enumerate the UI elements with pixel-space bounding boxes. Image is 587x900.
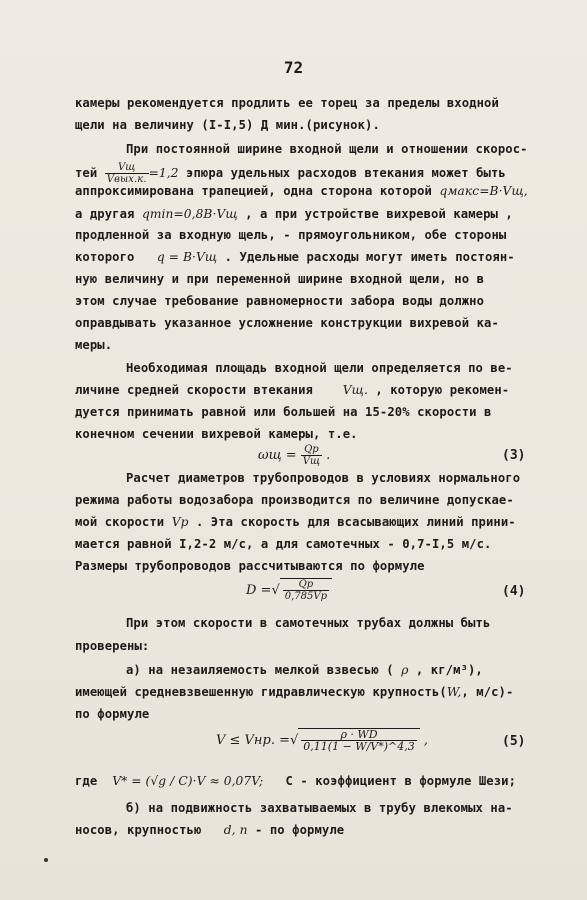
text-fragment: а) на незаиляемость мелкой взвесью ( bbox=[126, 663, 394, 677]
equation-number: (3) bbox=[502, 448, 526, 463]
w-symbol: W, bbox=[446, 685, 462, 699]
text-line bbox=[75, 515, 516, 529]
text-fragment: - по формуле bbox=[255, 823, 345, 837]
text-fragment: . Удельные расходы могут иметь постоян- bbox=[224, 250, 515, 264]
rho-symbol: ρ bbox=[401, 663, 409, 677]
v-inflow-symbol: Vщ. bbox=[342, 383, 368, 397]
text-fragment: где bbox=[75, 774, 98, 788]
text-fragment: имеющей средневзвешенную гидравлическую крупность( bbox=[75, 685, 447, 699]
text-fragment: носов, крупностью bbox=[75, 823, 202, 837]
text-fragment: , кг/м³), bbox=[415, 663, 483, 677]
vp-symbol: Vp bbox=[171, 515, 189, 529]
text-fragment: эпюра удельных расходов втекания может быть bbox=[186, 166, 506, 180]
text-line: этом случае требование равномерности забора воды должно bbox=[75, 294, 485, 308]
text-fragment: тей bbox=[75, 166, 98, 180]
text-line: щели на величину (I-I,5) Д мин.(рисунок). bbox=[75, 118, 380, 132]
text-fragment: мой скорости bbox=[75, 515, 165, 529]
text-line: конечном сечении вихревой камеры, т.е. bbox=[75, 427, 358, 441]
page-number: 72 bbox=[283, 58, 304, 77]
text-line: При постоянной ширине входной щели и отношении скорос- bbox=[126, 142, 528, 156]
text-line bbox=[75, 184, 528, 198]
margin-dot bbox=[44, 858, 48, 862]
text-fragment: , м/с)- bbox=[461, 685, 514, 699]
text-line: б) на подвижность захватываемых в трубу влекомых на- bbox=[126, 801, 513, 815]
text-line: по формуле bbox=[75, 707, 150, 721]
qmax-formula: qмакс=B·Vщ, bbox=[439, 184, 528, 198]
text-fragment: личине средней скорости втекания bbox=[75, 383, 313, 397]
text-line bbox=[75, 383, 509, 397]
text-line: мается равной I,2-2 м/с, а для самотечных - 0,7-I,5 м/с. bbox=[75, 537, 492, 551]
text-fragment: а другая bbox=[75, 207, 135, 221]
text-fragment: аппроксимирована трапецией, одна сторона которой bbox=[75, 184, 432, 198]
equation-number: (5) bbox=[502, 734, 526, 749]
text-line: Необходимая площадь входной щели определяется по ве- bbox=[126, 361, 513, 375]
text-line: Расчет диаметров трубопроводов в условиях нормального bbox=[126, 471, 521, 485]
text-line: Размеры трубопроводов рассчитываются по формуле bbox=[75, 559, 425, 573]
text-line: оправдывать указанное усложнение конструкции вихревой ка- bbox=[75, 316, 499, 330]
text-line: тей $\frac{Vщ}{\text{Vвых.к.}}$ =1,2 эпюра удельных расходов втекания может быть bbox=[75, 162, 506, 185]
text-line: камеры рекомендуется продлить ее торец за пределы входной bbox=[75, 96, 499, 110]
formula-5: V ≤ Vнр. =√ $\frac{\rho \cdot WD}{0,11(1 - W/V*)\^{}4,3}$ , bbox=[216, 728, 428, 753]
text-fragment: которого bbox=[75, 250, 135, 264]
text-fragment: . Эта скорость для всасывающих линий прини- bbox=[195, 515, 516, 529]
text-fragment: , а при устройстве вихревой камеры , bbox=[245, 207, 513, 221]
equation-number: (4) bbox=[502, 584, 526, 599]
text-line: проверены: bbox=[75, 639, 150, 653]
text-line: продленной за входную щель, - прямоугольником, обе стороны bbox=[75, 228, 507, 242]
d-n-symbol: d, n bbox=[223, 823, 248, 837]
vstar-formula: V* = (√g / C)·V ≈ 0,07V; bbox=[112, 774, 264, 788]
text-line bbox=[126, 663, 483, 677]
q-rect-formula: q = B·Vщ bbox=[156, 250, 218, 264]
text-line bbox=[75, 823, 344, 837]
text-fragment: С - коэффициент в формуле Шези; bbox=[285, 774, 517, 788]
text-line bbox=[75, 207, 513, 221]
formula-4: D =√ $\frac{Qp}{0,785Vp}$ bbox=[246, 578, 332, 602]
velocity-ratio-formula: $\frac{Vщ}{\text{Vвых.к.}}$ bbox=[106, 162, 147, 185]
text-fragment: , которую рекомен- bbox=[375, 383, 510, 397]
text-line bbox=[75, 774, 516, 788]
text-line: ную величину и при переменной ширине входной щели, но в bbox=[75, 272, 485, 286]
text-line bbox=[75, 685, 513, 699]
text-line: При этом скорости в самотечных трубах должны быть bbox=[126, 616, 491, 630]
text-line: меры. bbox=[75, 338, 113, 352]
formula-3: ωщ = $\frac{Qp}{Vщ}$ . bbox=[258, 444, 331, 467]
text-line: дуется принимать равной или большей на 15-20% скорости в bbox=[75, 405, 492, 419]
text-line: режима работы водозабора производится по величине допускае- bbox=[75, 493, 514, 507]
text-line bbox=[75, 250, 515, 264]
qmin-formula: qmin=0,8B·Vщ bbox=[141, 207, 238, 221]
